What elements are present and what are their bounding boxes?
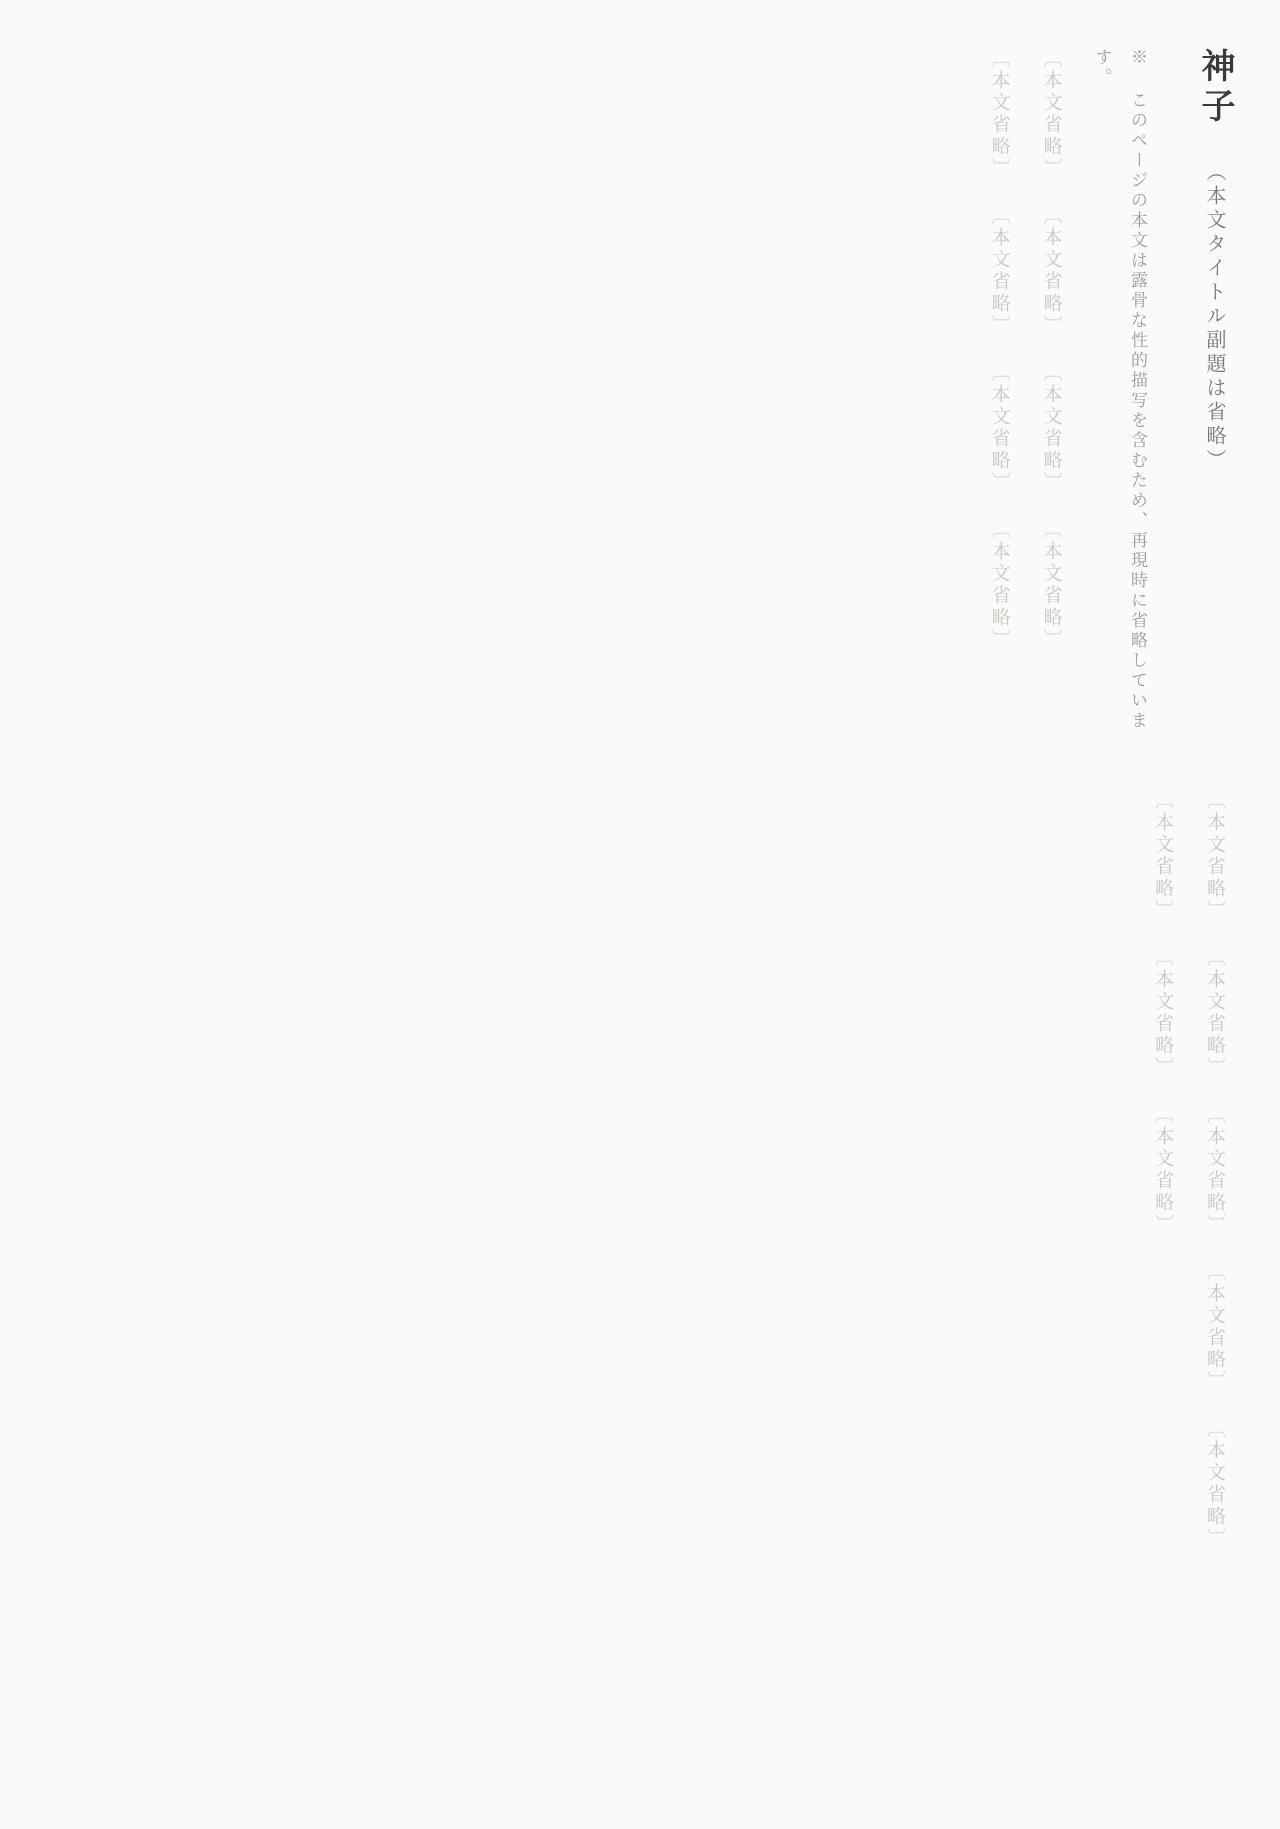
title-block — [1191, 48, 1240, 748]
page-title: 神子 — [1195, 48, 1235, 128]
redacted-paragraph: 〔本文省略〕 — [1040, 205, 1063, 337]
upper-text-band — [40, 48, 1160, 763]
redacted-paragraph: 〔本文省略〕 — [1204, 947, 1226, 1079]
lower-text-band — [40, 790, 1240, 1560]
redacted-paragraph: 〔本文省略〕 — [1204, 1261, 1226, 1393]
redacted-paragraph: 〔本文省略〕 — [1152, 947, 1175, 1079]
redacted-paragraph: 〔本文省略〕 — [988, 519, 1011, 651]
redaction-notice: ※ このページの本文は露骨な性的描写を含むため、再現時に省略しています。 — [1091, 48, 1147, 731]
redacted-paragraph: 〔本文省略〕 — [1204, 1418, 1226, 1550]
redacted-paragraph: 〔本文省略〕 — [988, 362, 1011, 494]
redacted-paragraph: 〔本文省略〕 — [988, 205, 1011, 337]
redacted-paragraph: 〔本文省略〕 — [988, 48, 1011, 180]
redacted-paragraph: 〔本文省略〕 — [1204, 1104, 1226, 1236]
page-subtitle: （本文タイトル副題は省略） — [1203, 161, 1227, 473]
redacted-paragraph: 〔本文省略〕 — [1152, 1104, 1175, 1236]
redacted-paragraph: 〔本文省略〕 — [1204, 790, 1226, 922]
redacted-paragraph: 〔本文省略〕 — [1040, 362, 1063, 494]
redacted-paragraph: 〔本文省略〕 — [1152, 790, 1175, 922]
redacted-paragraph: 〔本文省略〕 — [1040, 519, 1063, 651]
redacted-paragraph: 〔本文省略〕 — [1040, 48, 1063, 180]
